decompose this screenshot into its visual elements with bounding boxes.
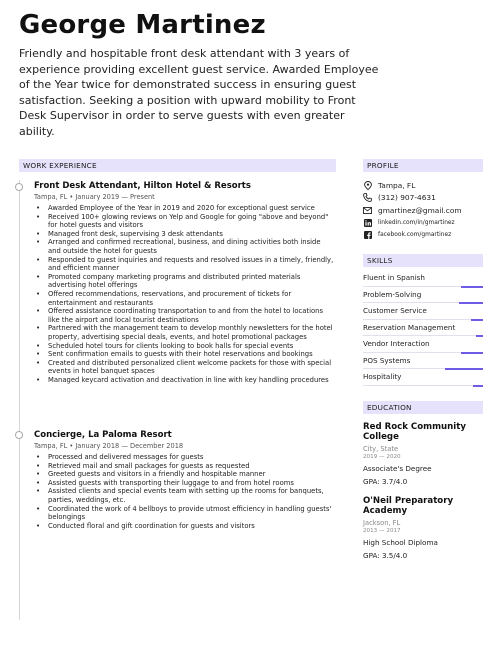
contact-location-text: Tampa, FL <box>378 180 416 190</box>
job-meta: Tampa, FL • January 2019 — Present <box>34 193 155 201</box>
bullet-item: • Sent confirmation emails to guests with their hotel reservations and bookings <box>34 350 334 359</box>
gpa: GPA: 3.7/4.0 <box>363 476 408 486</box>
candidate-name: George Martinez <box>19 10 266 40</box>
skill-level-bar <box>471 319 483 321</box>
skill-level-bar <box>461 286 483 288</box>
linkedin-icon <box>363 218 372 227</box>
work-experience-heading: WORK EXPERIENCE <box>19 159 336 172</box>
skill-name: Fluent in Spanish <box>363 273 425 282</box>
bullet-item: • Partnered with the management team to develop monthly newsletters for the hotel property, advertising special deals, events, and hotel promotional packages <box>34 324 334 341</box>
bullet-item: • Offered recommendations, reservations, and procurement of tickets for entertainment and restaurants <box>34 290 334 307</box>
education-entry <box>363 496 483 560</box>
skill-level-bar <box>445 368 483 370</box>
skill-item <box>363 371 483 388</box>
facebook-icon <box>363 231 372 240</box>
job-title: Concierge, La Paloma Resort <box>34 430 172 440</box>
bullet-item: • Responded to guest inquiries and requests and resolved issues in a timely, friendly, and efficient manner <box>34 256 334 273</box>
bullet-item: • Received 100+ glowing reviews on Yelp and Google for going "above and beyond" for hotel guests and visitors <box>34 213 334 230</box>
school-name: Red Rock Community College <box>363 422 466 443</box>
profile-heading: PROFILE <box>363 159 483 172</box>
email-icon <box>363 206 372 215</box>
bullet-item: • Arranged and confirmed recreational, business, and dining activities both inside and outside the hotel for guests <box>34 238 334 255</box>
skill-name: Vendor Interaction <box>363 339 430 348</box>
skill-name: Reservation Management <box>363 322 456 332</box>
skills-heading: SKILLS <box>363 254 483 267</box>
job-title: Front Desk Attendant, Hilton Hotel & Resorts <box>34 181 251 191</box>
skill-item <box>363 289 483 306</box>
skill-level-bar <box>459 302 483 304</box>
bullet-item: • Promoted company marketing programs and distributed printed materials advertising hotel offerings <box>34 273 334 290</box>
skill-name: POS Systems <box>363 355 411 365</box>
contact-facebook[interactable] <box>363 229 483 242</box>
skill-level-bar <box>461 352 483 354</box>
bullet-item: • Scheduled hotel tours for clients looking to book halls for special events <box>34 342 334 351</box>
bullet-item: • Assisted clients and special events team with setting up the rooms for banquets, parties, weddings, etc. <box>34 487 334 504</box>
job-entry <box>34 181 334 384</box>
school-location: Jackson, FL <box>363 518 401 527</box>
skill-track <box>363 335 483 336</box>
bullet-item: • Managed keycard activation and deactivation in line with key handling procedures <box>34 376 334 385</box>
skill-name: Customer Service <box>363 306 427 315</box>
education-entry <box>363 422 483 486</box>
job-bullets <box>34 453 334 530</box>
contact-phone[interactable] <box>363 192 483 205</box>
bullet-item: • Managed front desk, supervising 3 desk attendants <box>34 230 334 239</box>
education-heading: EDUCATION <box>363 401 483 414</box>
skills-list <box>363 272 483 388</box>
skill-track <box>363 319 483 320</box>
contact-email-text: gmartinez@gmail.com <box>378 205 462 215</box>
bullet-item: • Retrieved mail and small packages for guests as requested <box>34 462 334 471</box>
skill-item <box>363 272 483 289</box>
contact-linkedin[interactable] <box>363 217 483 230</box>
profile-list <box>363 179 483 242</box>
timeline-line <box>19 180 20 620</box>
skill-item <box>363 322 483 339</box>
degree: Associate's Degree <box>363 463 432 473</box>
timeline-dot <box>15 183 23 191</box>
summary-paragraph: Friendly and hospitable front desk attendant with 3 years of experience providing excellent guest service. Awarded Employee of the Year twice for demonstrated success in ensuring guest satisfaction. Seeking a position with upward mobility to Front Desk Supervisor in order to serve guests with even greater ability. <box>19 47 379 138</box>
job-meta: Tampa, FL • January 2018 — December 2018 <box>34 442 184 450</box>
contact-facebook-text: facebook.com/gmartinez <box>378 232 452 239</box>
location-pin-icon <box>363 181 372 190</box>
skill-item <box>363 338 483 355</box>
skill-item <box>363 355 483 372</box>
bullet-item: • Awarded Employee of the Year in 2019 and 2020 for exceptional guest service <box>34 204 334 213</box>
skill-name: Problem-Solving <box>363 289 422 299</box>
bullet-item: • Created and distributed personalized client welcome packets for those with special events in hotel banquet spaces <box>34 359 334 376</box>
contact-email[interactable] <box>363 204 483 217</box>
timeline-dot <box>15 431 23 439</box>
gpa: GPA: 3.5/4.0 <box>363 550 408 560</box>
bullet-item: • Offered assistance coordinating transportation to and from the hotel to locations like the airport and local tourist destinations <box>34 307 334 324</box>
school-name: O'Neil Preparatory Academy <box>363 496 454 517</box>
bullet-item: • Conducted floral and gift coordination for guests and visitors <box>34 522 334 531</box>
job-bullets <box>34 204 334 384</box>
skill-name: Hospitality <box>363 372 402 381</box>
bullet-item: • Coordinated the work of 4 bellboys to provide utmost efficiency in handling guests' belongings <box>34 505 334 522</box>
skill-track <box>363 385 483 386</box>
degree: High School Diploma <box>363 537 438 547</box>
skill-item <box>363 305 483 322</box>
school-dates: 2013 — 2017 <box>363 527 401 534</box>
phone-icon <box>363 193 372 202</box>
school-dates: 2019 — 2020 <box>363 453 401 460</box>
bullet-item: • Greeted guests and visitors in a friendly and hospitable manner <box>34 470 334 479</box>
job-entry <box>34 430 334 530</box>
school-location: City, State <box>363 444 399 453</box>
skill-level-bar <box>473 385 483 387</box>
bullet-item: • Processed and delivered messages for guests <box>34 453 334 462</box>
contact-phone-text: (312) 907-4631 <box>378 193 436 203</box>
bullet-item: • Assisted guests with transporting their luggage to and from hotel rooms <box>34 479 334 488</box>
contact-location <box>363 179 483 192</box>
contact-linkedin-text: linkedin.com/in/gmartinez <box>378 219 455 226</box>
skill-level-bar <box>476 335 483 337</box>
